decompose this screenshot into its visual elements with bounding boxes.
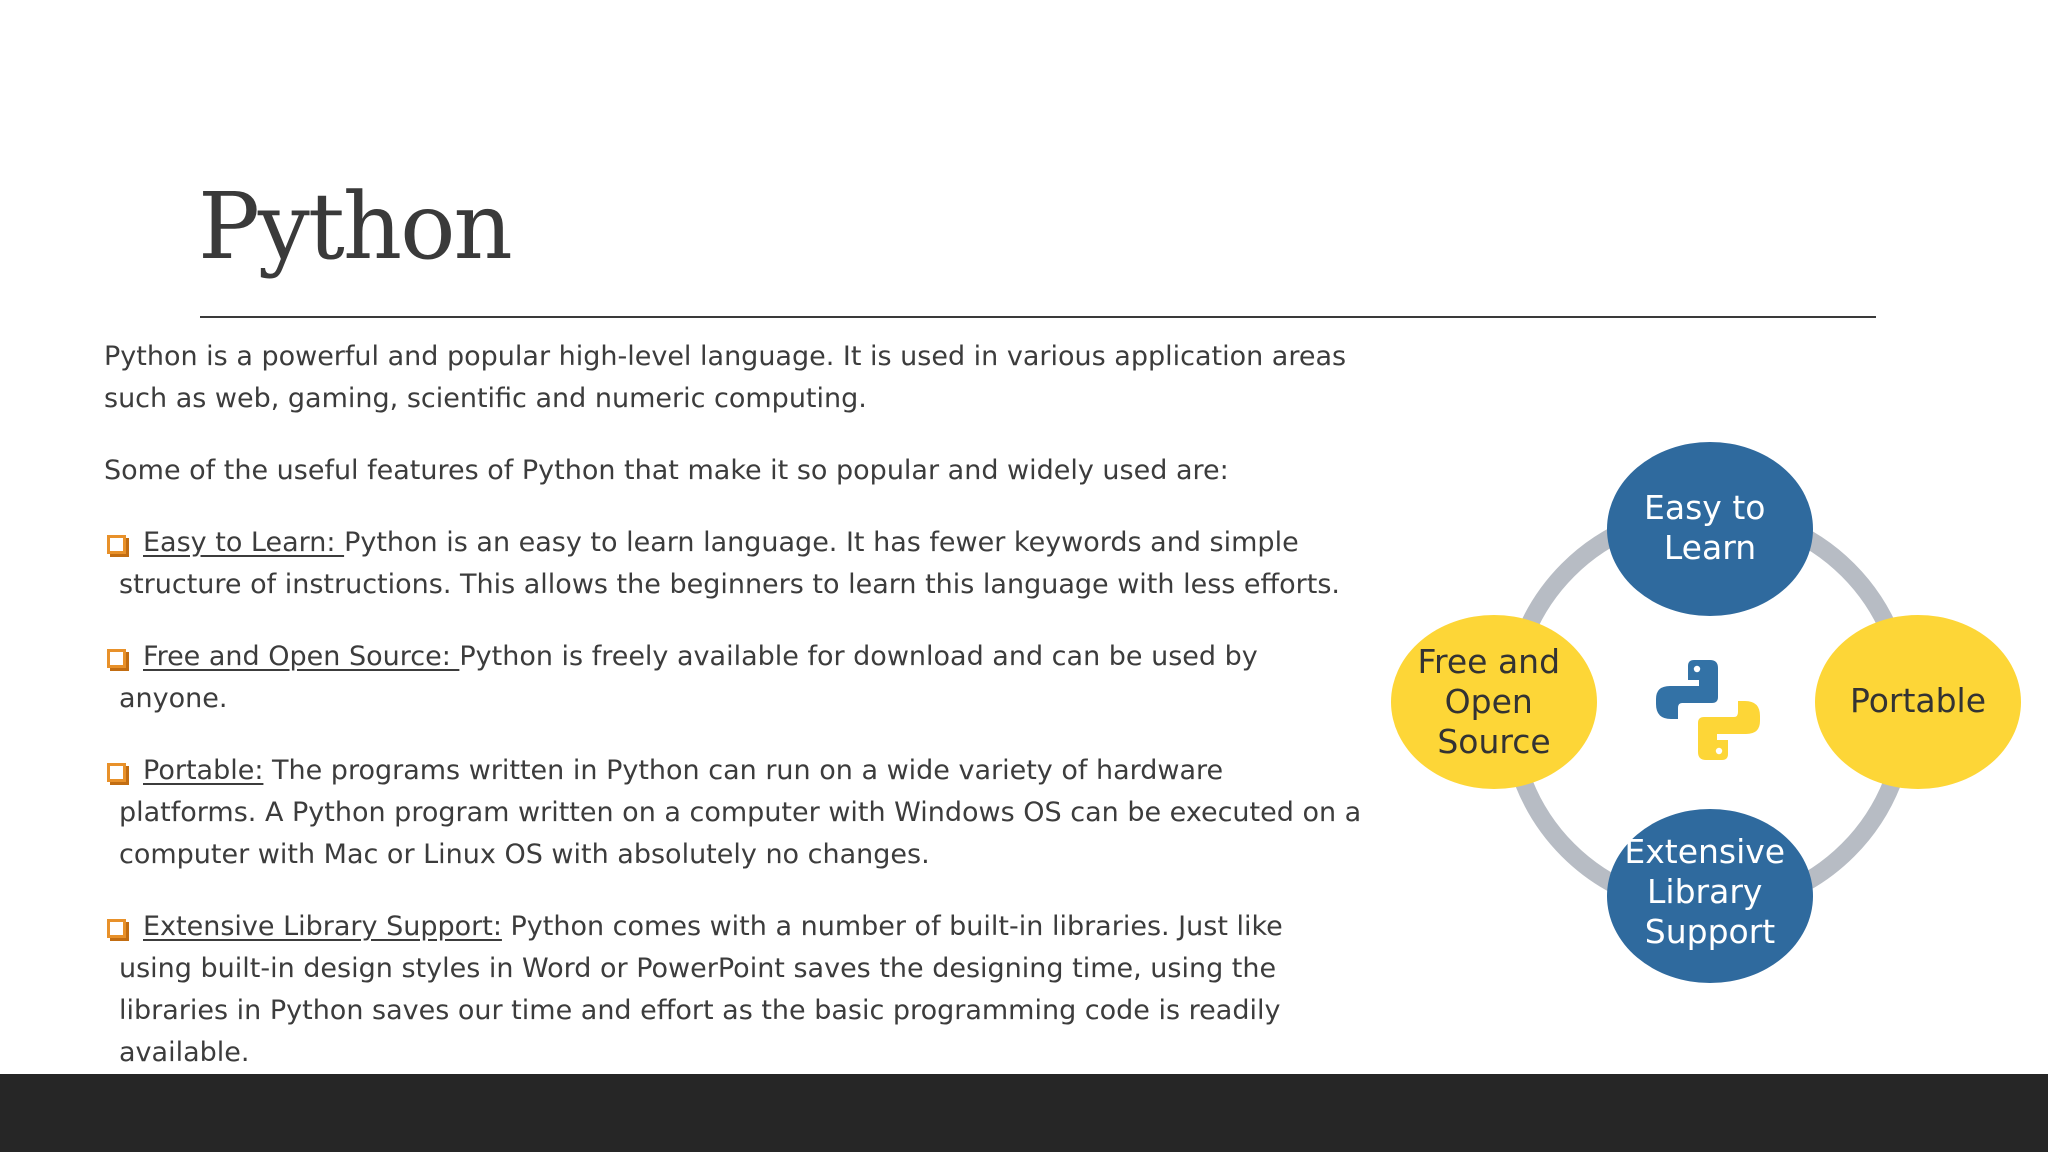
feature-text: Python is an easy to learn language. It has fewer keywords and simple structure of instructions. This allows the beginners to learn this language with less efforts. xyxy=(119,527,1340,600)
title-divider xyxy=(200,316,1876,318)
circle-extensive-library-support xyxy=(1607,809,1813,983)
feature-bullet-portable xyxy=(104,750,1364,876)
circle-label: Easy to xyxy=(1644,488,1766,527)
circle-portable xyxy=(1815,615,2021,789)
feature-heading: Extensive Library Support: xyxy=(143,911,502,942)
checkbox-bullet-icon xyxy=(107,535,126,554)
circle-free-open-source xyxy=(1391,615,1597,789)
circle-easy-to-learn xyxy=(1607,442,1813,616)
circle-label: Free and xyxy=(1417,642,1561,681)
feature-heading: Free and Open Source: xyxy=(143,641,460,672)
checkbox-bullet-icon xyxy=(107,763,126,782)
python-logo-icon xyxy=(1656,660,1760,760)
checkbox-bullet-icon xyxy=(107,919,126,938)
feature-bullet-free-open-source xyxy=(104,636,1364,720)
circle-label: Portable xyxy=(1849,681,1987,720)
svg-text:Portable xyxy=(1850,681,1986,720)
feature-bullet-easy-to-learn xyxy=(104,522,1364,606)
circle-label: Learn xyxy=(1663,528,1757,567)
circle-label: Support xyxy=(1644,912,1776,951)
feature-text: Python is freely available for download and can be used by anyone. xyxy=(119,641,1258,714)
circle-label: Library xyxy=(1647,872,1763,911)
slide-body xyxy=(104,336,1364,1104)
intro-paragraph: Python is a powerful and popular high-level language. It is used in various application areas such as web, gaming, scientific and numeric computing. xyxy=(104,341,1347,414)
feature-text: The programs written in Python can run on a wide variety of hardware platforms. A Python program written on a computer with Windows OS can be executed on a computer with Mac or Linux OS with absolutely no changes. xyxy=(119,755,1362,870)
feature-bullet-library-support xyxy=(104,906,1364,1074)
svg-text:Extensive Library xyxy=(1624,832,1795,951)
feature-heading: Easy to Learn: xyxy=(143,527,345,558)
feature-text: Python comes with a number of built-in libraries. Just like using built-in design styles in Word or PowerPoint saves the designing time, using the libraries in Python saves our time and effort as the basic programming code is readily available. xyxy=(119,911,1283,1068)
circle-label: Extensive xyxy=(1624,832,1786,871)
features-cycle-diagram xyxy=(1386,438,2026,990)
slide-title: Python xyxy=(198,173,511,280)
circle-label: Open xyxy=(1444,682,1533,721)
feature-heading: Portable: xyxy=(143,755,264,786)
circle-label: Source xyxy=(1437,722,1551,761)
lead-paragraph: Some of the useful features of Python that make it so popular and widely used are: xyxy=(104,455,1229,486)
footer-bar xyxy=(0,1074,2048,1152)
checkbox-bullet-icon xyxy=(107,649,126,668)
